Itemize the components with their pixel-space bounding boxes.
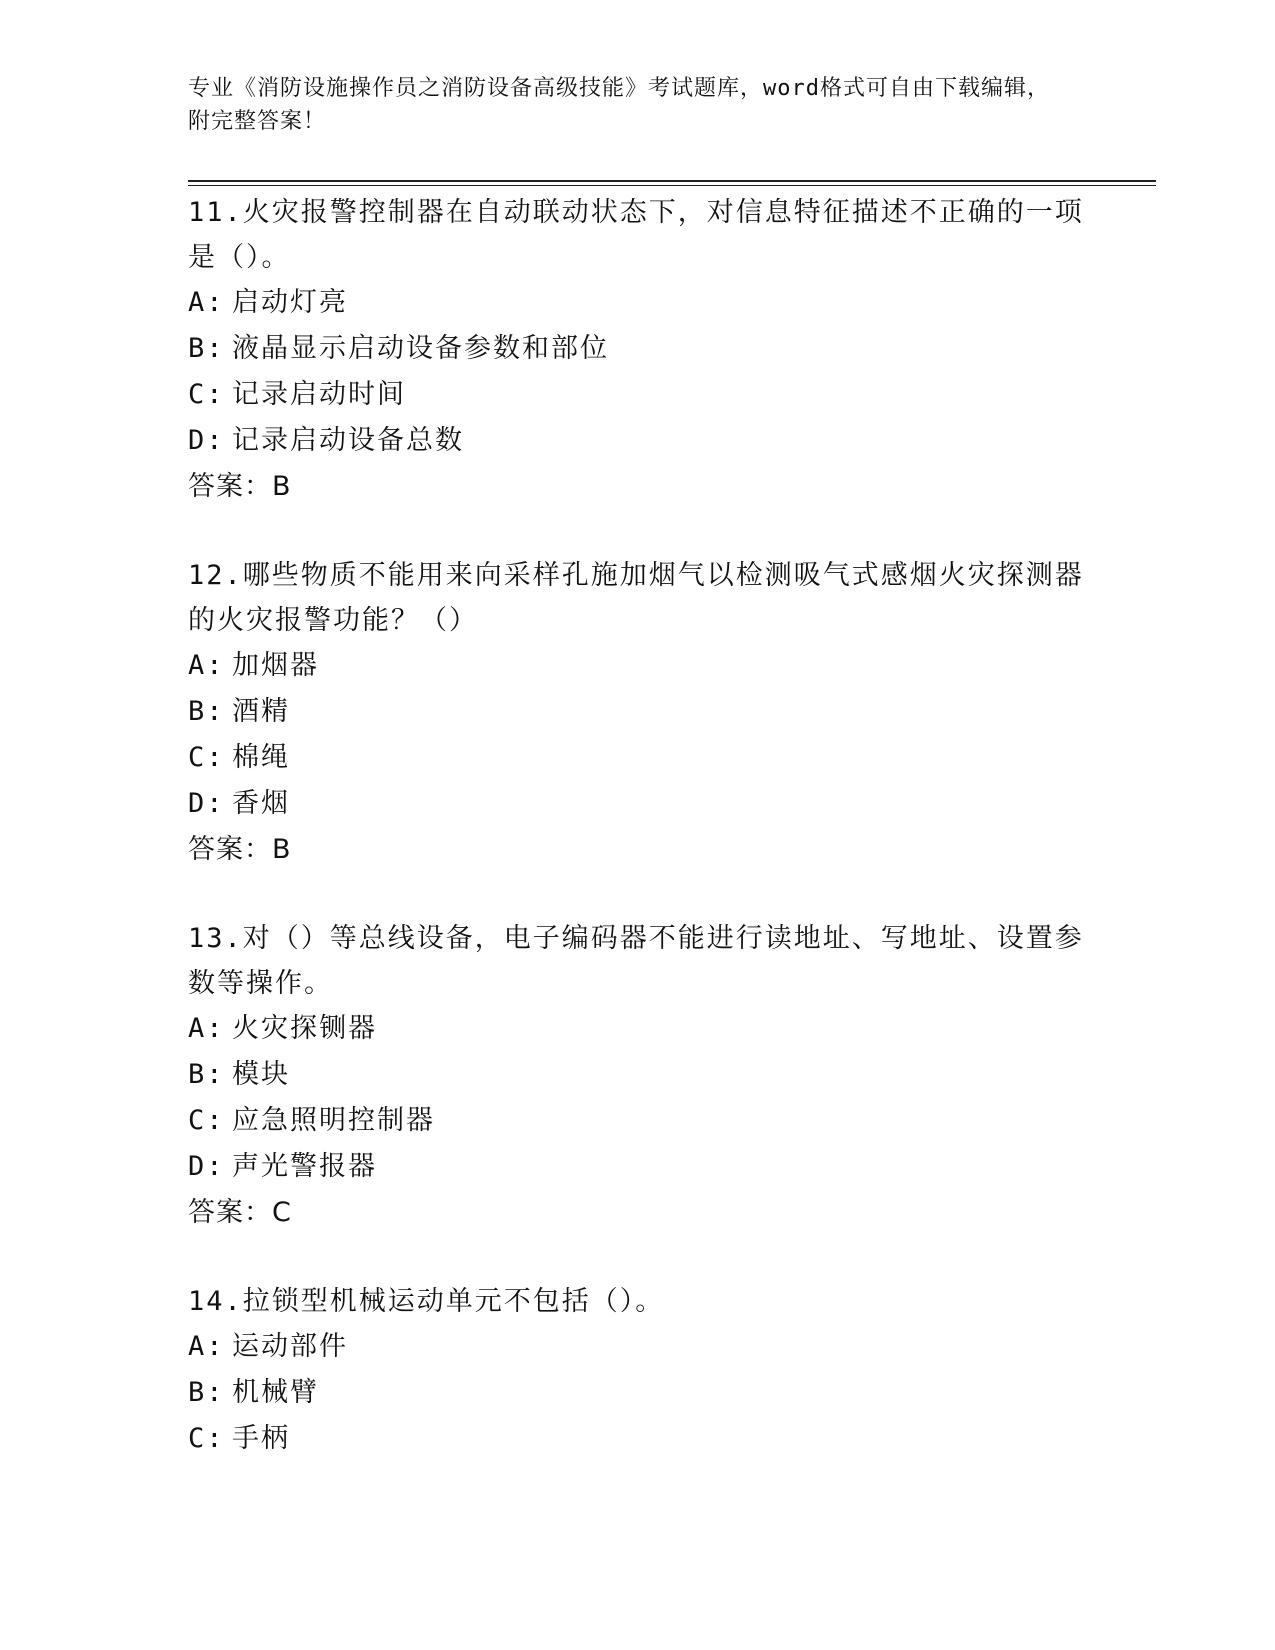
option-key: A: xyxy=(188,1331,225,1362)
question-list xyxy=(188,190,1088,1505)
question-option xyxy=(188,418,1088,464)
question-option xyxy=(188,1006,1088,1052)
question-answer: 答案：C xyxy=(188,1197,292,1228)
option-key: B: xyxy=(188,1377,225,1408)
option-key: A: xyxy=(188,1013,225,1044)
option-text: 模块 xyxy=(232,1059,290,1090)
option-key: C: xyxy=(188,379,225,410)
question-option xyxy=(188,735,1088,781)
option-text: 声光警报器 xyxy=(232,1151,377,1182)
question-option xyxy=(188,643,1088,689)
question-answer: 答案：B xyxy=(188,471,292,502)
question-option xyxy=(188,1144,1088,1190)
question-option xyxy=(188,1052,1088,1098)
question-stem: 13.对（）等总线设备，电子编码器不能进行读地址、写地址、设置参数等操作。 xyxy=(188,923,1084,999)
option-key: C: xyxy=(188,1423,225,1454)
question-option xyxy=(188,326,1088,372)
option-text: 液晶显示启动设备参数和部位 xyxy=(232,333,609,364)
question-answer: 答案：B xyxy=(188,834,292,865)
question-option xyxy=(188,781,1088,827)
option-text: 运动部件 xyxy=(232,1331,348,1362)
option-text: 酒精 xyxy=(232,696,290,727)
option-key: A: xyxy=(188,650,225,681)
option-text: 记录启动时间 xyxy=(232,379,406,410)
question-option xyxy=(188,1098,1088,1144)
option-key: B: xyxy=(188,1059,225,1090)
question-stem: 14.拉锁型机械运动单元不包括（）。 xyxy=(188,1286,665,1317)
option-key: B: xyxy=(188,333,225,364)
header-divider-thin xyxy=(188,185,1156,186)
option-key: C: xyxy=(188,742,225,773)
option-text: 火灾探铡器 xyxy=(232,1013,377,1044)
question-item xyxy=(188,190,1088,510)
option-text: 香烟 xyxy=(232,788,290,819)
option-text: 启动灯亮 xyxy=(232,287,348,318)
document-intro: 专业《消防设施操作员之消防设备高级技能》考试题库，word格式可自由下载编辑，附完整答案！ xyxy=(188,76,1050,134)
option-key: A: xyxy=(188,287,225,318)
question-item xyxy=(188,916,1088,1236)
option-text: 手柄 xyxy=(232,1423,290,1454)
option-text: 记录启动设备总数 xyxy=(232,425,464,456)
question-option xyxy=(188,1370,1088,1416)
option-text: 棉绳 xyxy=(232,742,290,773)
question-option xyxy=(188,280,1088,326)
question-stem: 11.火灾报警控制器在自动联动状态下，对信息特征描述不正确的一项是（）。 xyxy=(188,197,1084,273)
question-item xyxy=(188,553,1088,873)
question-option xyxy=(188,689,1088,735)
option-text: 加烟器 xyxy=(232,650,319,681)
option-key: C: xyxy=(188,1105,225,1136)
question-option xyxy=(188,1416,1088,1462)
header-divider-thick xyxy=(188,180,1156,182)
question-item xyxy=(188,1279,1088,1462)
question-option xyxy=(188,372,1088,418)
question-stem: 12.哪些物质不能用来向采样孔施加烟气以检测吸气式感烟火灾探测器的火灾报警功能？（） xyxy=(188,560,1084,636)
option-key: D: xyxy=(188,1151,225,1182)
option-text: 机械臂 xyxy=(232,1377,319,1408)
option-key: D: xyxy=(188,788,225,819)
option-key: B: xyxy=(188,696,225,727)
option-text: 应急照明控制器 xyxy=(232,1105,435,1136)
option-key: D: xyxy=(188,425,225,456)
question-option xyxy=(188,1324,1088,1370)
